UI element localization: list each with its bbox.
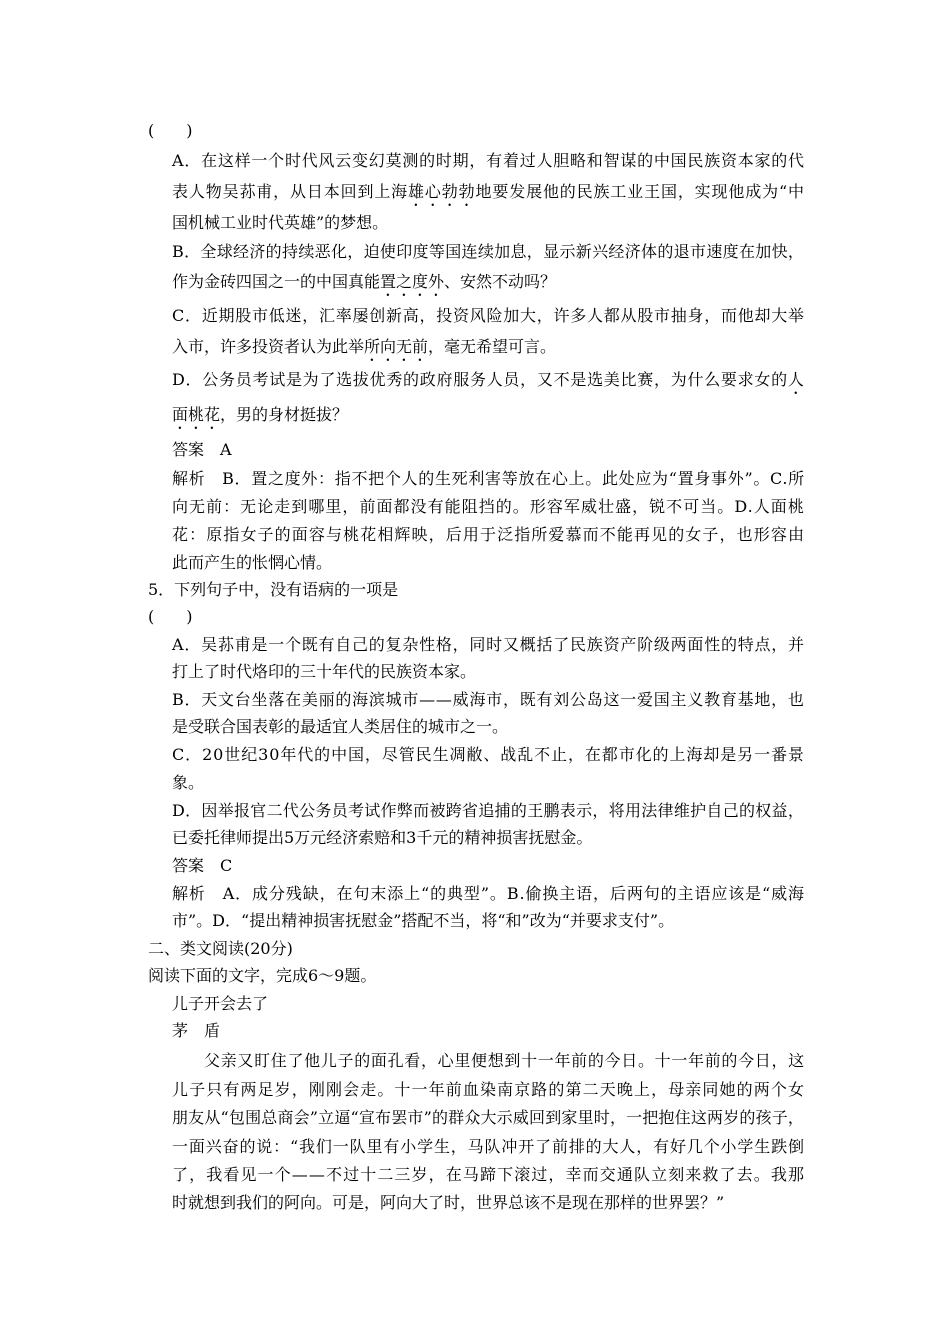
story-paragraph-line2: 儿子只有两足岁，刚刚会走。十一年前血染南京路的第二天晚上，母亲同她的两个女 bbox=[172, 1080, 806, 1099]
q5-option-c-line1: C．20世纪30年代的中国，尽管民生凋敝、战乱不止，在都市化的上海却是另一番景 bbox=[172, 745, 805, 764]
q5-analysis-line2: 市”。D．“提出精神损害抚慰金”搭配不当，将“和”改为“并要求支付”。 bbox=[172, 911, 675, 930]
q4-option-b-line1: B．全球经济的持续恶化，迫使印度等国连续加息，显示新兴经济体的退市速度在加快， bbox=[172, 242, 805, 261]
q4-option-b-emphasis: 置之度外 bbox=[380, 272, 445, 291]
q5-analysis-line1: 解析 A．成分残缺，在句末添上“的典型”。B.偷换主语，后两句的主语应该是“威海 bbox=[172, 884, 805, 903]
q5-option-b-line2: 是受联合国表彰的最适宜人类居住的城市之一。 bbox=[172, 717, 509, 736]
q4-option-a-line1: A．在这样一个时代风云变幻莫测的时期，有着过人胆略和智谋的中国民族资本家的代 bbox=[172, 151, 805, 170]
story-author: 茅 盾 bbox=[172, 1021, 221, 1040]
story-paragraph-line4: 一面兴奋的说：“我们一队里有小学生，马队冲开了前排的大人，有好几个小学生跌倒 bbox=[172, 1137, 805, 1156]
q5-option-c-line2: 象。 bbox=[172, 773, 205, 792]
q4-option-d-emphasis-1: 人 bbox=[787, 370, 805, 389]
q4-option-b-line2: 作为金砖四国之一的中国真能置之度外、安然不动吗？ bbox=[172, 272, 557, 291]
q4-option-a-line2: 表人物吴荪甫，从日本回到上海雄心勃勃地要发展他的民族工业王国，实现他成为“中 bbox=[172, 182, 805, 201]
q4-analysis-line3: 花：原指女子的面容与桃花相辉映，后用于泛指所爱慕而不能再见的女子，也形容由 bbox=[172, 525, 806, 544]
q4-analysis-line2: 向无前：无论走到哪里，前面都没有能阻挡的。形容军威壮盛，锐不可当。D.人面桃 bbox=[172, 497, 805, 516]
q4-option-c-line2: 入市，许多投资者认为此举所向无前，毫无希望可言。 bbox=[172, 337, 557, 356]
q5-option-a-line1: A．吴荪甫是一个既有自己的复杂性格，同时又概括了民族资产阶级两面性的特点，并 bbox=[172, 635, 805, 654]
q4-option-c-line1: C．近期股市低迷，汇率屡创新高，投资风险加大，许多人都从股市抽身，而他却大举 bbox=[172, 306, 805, 325]
q5-title: 5．下列句子中，没有语病的一项是 bbox=[148, 580, 399, 599]
section-instruction: 阅读下面的文字，完成6～9题。 bbox=[148, 966, 377, 985]
q5-option-d-line2: 已委托律师提出5万元经济索赔和3千元的精神损害抚慰金。 bbox=[172, 828, 593, 847]
q4-option-a-line3: 国机械工业时代英雄”的梦想。 bbox=[172, 213, 389, 232]
q4-paren: ( ) bbox=[148, 121, 193, 140]
story-paragraph-line1: 父亲又盯住了他儿子的面孔看，心里便想到十一年前的今日。十一年前的今日，这 bbox=[204, 1051, 805, 1070]
section-heading: 二、类文阅读(20分) bbox=[148, 939, 293, 958]
q4-option-a-emphasis: 雄心勃勃 bbox=[408, 182, 476, 201]
q4-option-c-emphasis: 所向无前 bbox=[364, 337, 429, 356]
q5-option-d-line1: D．因举报官二代公务员考试作弊而被跨省追捕的王鹏表示，将用法律维护自己的权益， bbox=[172, 801, 805, 820]
q5-answer: 答案 C bbox=[172, 856, 233, 875]
q4-option-d-line2: 面桃花，男的身材挺拔？ bbox=[172, 405, 349, 424]
story-paragraph-line3: 朋友从“包围总商会”立逼“宣布罢市”的群众大示威回到家里时，一把抱住这两岁的孩子， bbox=[172, 1108, 805, 1127]
q4-answer: 答案 A bbox=[172, 440, 232, 459]
q4-option-d-emphasis-2: 面桃花 bbox=[172, 405, 221, 424]
story-paragraph-line5: 了，我看见一个——不过十二三岁，在马蹄下滚过，幸而交通队立刻来救了去。我那 bbox=[172, 1165, 806, 1184]
q5-paren: ( ) bbox=[148, 607, 193, 626]
q4-analysis-line1: 解析 B．置之度外：指不把个人的生死利害等放在心上。此处应为“置身事外”。C.所 bbox=[172, 469, 805, 488]
q5-option-b-line1: B．天文台坐落在美丽的海滨城市——威海市，既有刘公岛这一爱国主义教育基地，也 bbox=[172, 690, 805, 709]
story-paragraph-line6: 时就想到我们的阿向。可是，阿向大了时，世界总该不是现在那样的世界罢？” bbox=[172, 1193, 725, 1212]
q5-option-a-line2: 打上了时代烙印的三十年代的民族资本家。 bbox=[172, 662, 477, 681]
q4-option-d-line1: D．公务员考试是为了选拔优秀的政府服务人员，又不是选美比赛，为什么要求女的人 bbox=[172, 370, 805, 389]
q4-analysis-line4: 此而产生的怅惘心情。 bbox=[172, 553, 333, 572]
story-title: 儿子开会去了 bbox=[172, 994, 269, 1013]
